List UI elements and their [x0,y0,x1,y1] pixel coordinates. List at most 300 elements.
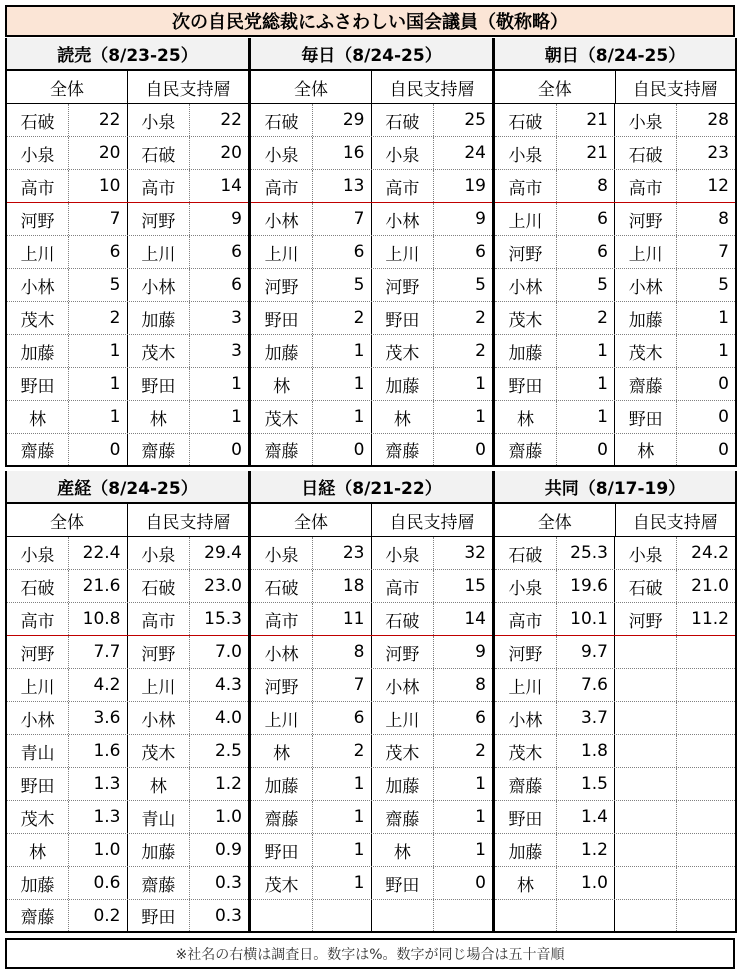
cell-all [7,867,128,899]
support-value: 1.2 [580,840,608,860]
support-value: 14 [464,609,486,629]
support-value: 1 [597,407,608,427]
candidate-name: 加藤 [128,302,191,334]
support-value: 1.0 [580,873,608,893]
cell-ldp [372,735,493,767]
candidate-name: 林 [251,735,313,767]
cell-ldp [128,368,249,400]
support-value: 15.3 [204,609,242,629]
cell-ldp [372,669,493,701]
table-row [7,203,248,236]
cell-ldp [372,335,493,367]
column-headers [495,71,735,104]
cell-all [495,570,615,602]
support-value: 8 [597,176,608,196]
candidate-name: 齋藤 [251,434,313,465]
support-value: 1 [231,374,242,394]
candidate-name [615,669,677,701]
cell-all [7,335,128,367]
table-row [7,104,248,137]
table-row [7,137,248,170]
support-value: 0 [109,439,121,460]
candidate-name: 小林 [372,669,435,701]
cell-ldp [615,669,735,701]
candidate-name: 加藤 [495,834,557,866]
cell-all [495,768,615,800]
cell-all [7,302,128,334]
support-value: 7.0 [214,642,242,662]
support-value: 0 [597,439,608,460]
cell-ldp [128,401,249,433]
table-row [7,900,248,933]
column-headers [251,71,492,104]
support-value: 0.9 [214,840,242,860]
table-row [495,434,735,467]
cell-all [251,768,372,800]
column-headers [251,504,492,537]
cell-ldp [615,170,735,202]
cell-ldp [128,867,249,899]
cell-all [495,203,615,235]
candidate-name [615,636,677,668]
cell-all [251,834,372,866]
candidate-name: 林 [615,434,677,465]
support-value: 21.6 [82,576,121,596]
support-value: 12 [707,176,729,196]
column-header-all: 全体 [7,504,128,536]
cell-all [251,570,372,602]
table-row [7,170,248,203]
support-value [434,900,492,931]
candidate-name: 小林 [615,269,677,301]
candidate-name: 高市 [372,170,435,202]
candidate-name: 齋藤 [615,368,677,400]
table-row [251,603,492,636]
cell-all [251,302,372,334]
candidate-name [495,900,557,931]
cell-ldp [372,137,493,169]
poll-header: 共同（8/17-19） [495,471,735,504]
cell-ldp [128,302,249,334]
cell-all [495,368,615,400]
candidate-name: 小林 [7,702,69,734]
cell-all [495,735,615,767]
support-value: 1 [353,407,365,427]
table-row [495,669,735,702]
cell-ldp [615,636,735,668]
support-value: 2 [353,741,365,761]
poll-block [249,38,493,467]
candidate-name: 河野 [372,269,435,301]
cell-all [251,236,372,268]
candidate-name: 茂木 [615,335,677,367]
candidate-name: 林 [7,401,69,433]
cell-ldp [615,269,735,301]
cell-ldp [372,834,493,866]
column-header-ldp: 自民支持層 [389,512,475,533]
candidate-name: 野田 [251,834,313,866]
support-value: 7 [353,209,365,229]
support-value: 22 [220,110,242,130]
support-value: 0.3 [214,905,242,926]
poll-header: 日経（8/21-22） [251,471,492,504]
cell-all [495,104,615,136]
support-value: 9.7 [580,642,608,662]
candidate-name: 野田 [495,368,557,400]
cell-ldp [128,434,249,465]
poll-block [249,471,493,933]
support-value: 19.6 [570,576,608,596]
cell-ldp [615,302,735,334]
candidate-name: 河野 [615,603,677,635]
cell-all [7,104,128,136]
support-value: 1 [353,374,365,394]
support-value: 20 [98,143,121,163]
candidate-name: 野田 [615,401,677,433]
cell-all [251,867,372,899]
support-value: 4.2 [93,675,121,695]
cell-ldp [128,702,249,734]
support-value: 0 [475,873,486,893]
support-value: 19 [464,176,486,196]
candidate-name: 小泉 [495,570,557,602]
cell-ldp [128,834,249,866]
candidate-name: 小泉 [495,137,557,169]
table-row [495,537,735,570]
cell-all [251,401,372,433]
support-value [677,801,735,833]
candidate-name: 石破 [7,570,69,602]
cell-all [251,434,372,465]
support-value: 0 [353,439,365,460]
candidate-name: 河野 [251,269,313,301]
support-value: 1 [109,341,121,361]
table-row [251,537,492,570]
table-row [251,702,492,735]
cell-all [7,834,128,866]
candidate-name [615,900,677,931]
cell-ldp [372,900,493,931]
support-value: 0 [718,439,729,460]
cell-ldp [615,900,735,931]
cell-all [495,603,615,635]
table-row [251,669,492,702]
support-value: 1.5 [580,774,608,794]
cell-ldp [372,368,493,400]
table-row [251,636,492,669]
support-value: 29.4 [204,543,242,563]
cell-ldp [128,269,249,301]
cell-ldp [128,669,249,701]
support-value: 2 [475,341,486,361]
poll-block [493,471,737,933]
support-value: 1.3 [93,807,121,827]
support-value: 5 [718,275,729,295]
candidate-name: 河野 [372,636,435,668]
cell-ldp [615,570,735,602]
support-value: 25.3 [570,543,608,563]
column-headers [495,504,735,537]
cell-ldp [615,401,735,433]
support-value: 2 [353,308,365,328]
cell-all [7,269,128,301]
support-value [677,735,735,767]
cell-ldp [615,702,735,734]
cell-ldp [372,801,493,833]
table-row [7,434,248,467]
support-value: 2 [597,308,608,328]
poll-block [5,471,249,933]
cell-all [251,702,372,734]
support-value: 1 [353,341,365,361]
cell-all [7,669,128,701]
table-row [7,236,248,269]
support-value: 1 [718,341,729,361]
candidate-name: 石破 [128,570,191,602]
support-value: 1 [109,407,121,427]
cell-all [251,368,372,400]
candidate-name: 小泉 [7,537,69,569]
support-value: 0 [231,439,242,460]
cell-ldp [615,735,735,767]
cell-ldp [128,570,249,602]
support-value: 14 [220,176,242,196]
support-value: 2 [109,308,121,328]
candidate-name: 小泉 [128,104,191,136]
support-value [677,900,735,931]
candidate-name: 林 [7,834,69,866]
candidate-name: 野田 [7,768,69,800]
candidate-name: 小泉 [615,537,677,569]
candidate-name: 上川 [7,669,69,701]
cell-ldp [615,603,735,635]
candidate-name: 高市 [128,603,191,635]
cell-all [7,236,128,268]
cell-ldp [128,603,249,635]
candidate-name: 石破 [495,537,557,569]
candidate-name: 青山 [128,801,191,833]
cell-all [7,170,128,202]
cell-all [7,768,128,800]
table-row [495,570,735,603]
candidate-name: 齋藤 [128,867,191,899]
cell-all [495,302,615,334]
support-value: 1.6 [93,741,121,761]
poll-header: 毎日（8/24-25） [251,38,492,71]
cell-ldp [615,834,735,866]
table-row [7,401,248,434]
table-row [495,170,735,203]
cell-all [495,236,615,268]
table-row [251,104,492,137]
support-value: 6 [109,242,121,262]
table-row [7,302,248,335]
cell-ldp [128,203,249,235]
support-value: 1 [475,407,486,427]
support-value: 1 [353,807,365,827]
support-value: 3.7 [580,708,608,728]
candidate-name: 加藤 [251,768,313,800]
cell-ldp [372,434,493,465]
support-value [677,834,735,866]
cell-all [7,203,128,235]
table-row [495,900,735,933]
poll-block [493,38,737,467]
cell-ldp [372,702,493,734]
support-value: 1.0 [214,807,242,827]
support-value: 11 [342,609,365,629]
candidate-name: 上川 [495,669,557,701]
support-value: 1 [231,407,242,427]
support-value: 1 [353,840,365,860]
cell-ldp [372,768,493,800]
table-row [495,302,735,335]
table-row [7,834,248,867]
support-value: 0.3 [214,873,242,893]
candidate-name: 齋藤 [372,434,435,465]
support-value: 3 [231,341,242,361]
support-value: 1 [475,807,486,827]
candidate-name: 石破 [615,137,677,169]
candidate-name: 河野 [7,636,69,668]
cell-ldp [128,137,249,169]
candidate-name: 齋藤 [251,801,313,833]
cell-all [7,434,128,465]
table-row [251,735,492,768]
support-value: 10.8 [82,609,121,629]
cell-all [251,137,372,169]
cell-all [7,603,128,635]
cell-ldp [372,203,493,235]
cell-ldp [615,801,735,833]
table-row [7,335,248,368]
table-row [7,867,248,900]
candidate-name: 小泉 [251,537,313,569]
candidate-name: 茂木 [7,302,69,334]
table-row [7,801,248,834]
candidate-name: 河野 [615,203,677,235]
support-value: 1.0 [93,840,121,860]
table-row [7,768,248,801]
table-row [7,735,248,768]
cell-ldp [372,636,493,668]
support-value: 0 [475,439,486,460]
cell-all [7,636,128,668]
poll-block [5,38,249,467]
column-header-ldp: 自民支持層 [145,79,231,100]
cell-all [495,867,615,899]
candidate-name: 高市 [495,170,557,202]
table-row [251,570,492,603]
support-value: 2 [475,308,486,328]
column-headers [7,71,248,104]
candidate-name: 野田 [128,900,191,931]
support-value: 23 [342,543,365,563]
candidate-name: 加藤 [251,335,313,367]
candidate-name: 高市 [128,170,191,202]
candidate-name: 野田 [372,867,435,899]
cell-all [251,669,372,701]
cell-all [7,801,128,833]
cell-all [7,735,128,767]
table-row [251,434,492,467]
candidate-name: 茂木 [495,302,557,334]
candidate-name [615,801,677,833]
candidate-name [615,768,677,800]
candidate-name: 加藤 [128,834,191,866]
support-value: 1.3 [93,774,121,794]
table-row [251,170,492,203]
cell-all [495,170,615,202]
support-value: 22 [98,110,121,130]
table-row [251,801,492,834]
support-value: 2 [475,741,486,761]
candidate-name: 林 [495,401,557,433]
cell-ldp [372,570,493,602]
cell-all [495,335,615,367]
cell-all [251,335,372,367]
support-value: 3.6 [93,708,121,728]
candidate-name: 齋藤 [128,434,191,465]
table-row [495,735,735,768]
candidate-name: 茂木 [7,801,69,833]
table-row [495,335,735,368]
column-header-all: 全体 [495,71,616,103]
support-value: 1 [718,308,729,328]
candidate-name: 高市 [251,603,313,635]
support-value [677,768,735,800]
candidate-name: 齋藤 [372,801,435,833]
support-value: 6 [231,242,242,262]
candidate-name [251,900,313,931]
support-value: 5 [109,275,121,295]
support-value: 0 [718,374,729,394]
support-value: 0 [718,407,729,427]
support-value: 2.5 [214,741,242,761]
column-header-all: 全体 [495,504,616,536]
support-value: 0.2 [93,905,121,926]
candidate-name: 小林 [495,269,557,301]
candidate-name: 林 [128,768,191,800]
candidate-name: 小泉 [372,137,435,169]
cell-ldp [372,401,493,433]
cell-ldp [615,335,735,367]
support-value: 29 [342,110,365,130]
candidate-name: 石破 [372,104,435,136]
candidate-name: 林 [372,401,435,433]
support-value: 4.0 [214,708,242,728]
candidate-name: 齋藤 [495,434,557,465]
candidate-name: 石破 [615,570,677,602]
support-value: 23 [707,143,729,163]
candidate-name: 加藤 [7,867,69,899]
table-row [251,867,492,900]
cell-ldp [128,335,249,367]
cell-all [7,702,128,734]
candidate-name: 林 [128,401,191,433]
support-value: 9 [475,209,486,229]
table-row [7,368,248,401]
cell-ldp [615,867,735,899]
cell-all [251,203,372,235]
support-value: 3 [231,308,242,328]
candidate-name: 小林 [372,203,435,235]
support-value: 0.6 [93,873,121,893]
candidate-name: 野田 [251,302,313,334]
cell-ldp [128,900,249,931]
support-value: 32 [464,543,486,563]
candidate-name: 河野 [128,636,191,668]
